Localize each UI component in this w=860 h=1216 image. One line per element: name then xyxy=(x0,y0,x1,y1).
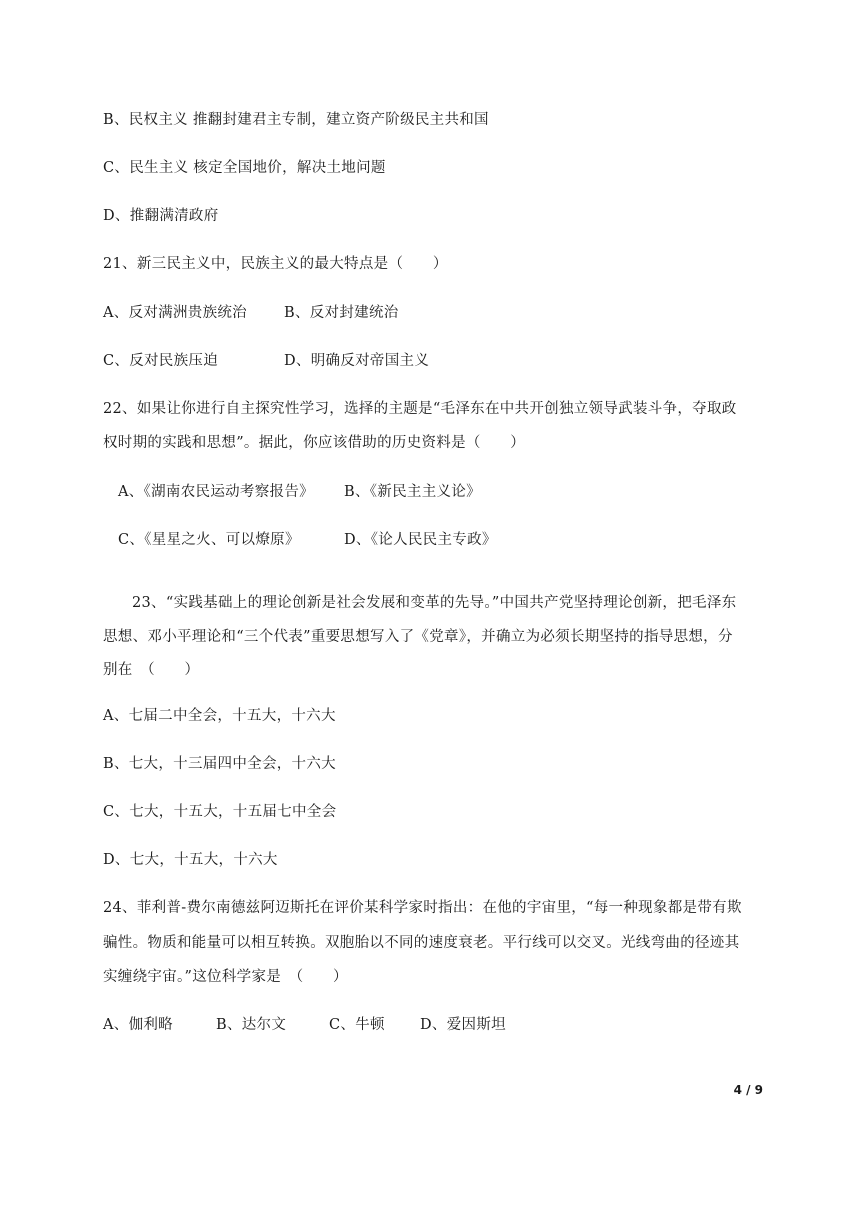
q21-option-b: B、反对封建统治 xyxy=(284,305,399,321)
q22-option-b: B、《新民主主义论》 xyxy=(344,484,481,500)
q24-stem-line2: 骗性。物质和能量可以相互转换。双胞胎以不同的速度衰老。平行线可以交叉。光线弯曲的径迹其 xyxy=(103,935,740,951)
q20-option-c: C、民生主义 核定全国地价，解决土地问题 xyxy=(103,160,386,176)
q23-option-d: D、七大，十五大，十六大 xyxy=(103,852,278,868)
q23-stem-line1: 23、“实践基础上的理论创新是社会发展和变革的先导。”中国共产党坚持理论创新，把毛泽东 xyxy=(132,595,737,611)
q24-option-a: A、伽利略 xyxy=(103,1017,173,1033)
q21-option-c: C、反对民族压迫 xyxy=(103,353,218,369)
q24-option-b: B、达尔文 xyxy=(216,1017,287,1033)
q22-option-d: D、《论人民民主专政》 xyxy=(344,532,497,548)
q23-option-a: A、七届二中全会，十五大，十六大 xyxy=(103,708,336,724)
q22-stem-line2: 权时期的实践和思想”。据此，你应该借助的历史资料是（ ） xyxy=(103,435,526,451)
q21-options-row2 xyxy=(103,351,430,371)
q24-stem-line3: 实缠绕宇宙。”这位科学家是 （ ） xyxy=(103,969,348,985)
q22-option-c: C、《星星之火、可以燎原》 xyxy=(118,532,300,548)
q24-options-row xyxy=(103,1015,506,1035)
q22-options-row1 xyxy=(118,482,481,502)
q21-options-row1 xyxy=(103,303,399,323)
q23-option-c: C、七大，十五大，十五届七中全会 xyxy=(103,804,337,820)
q20-option-b: B、民权主义 推翻封建君主专制，建立资产阶级民主共和国 xyxy=(103,112,489,128)
q24-stem-line1: 24、菲利普-费尔南德兹阿迈斯托在评价某科学家时指出：在他的宇宙里，“每一种现象都是带有欺 xyxy=(103,900,742,916)
q22-stem-line1: 22、如果让你进行自主探究性学习，选择的主题是“毛泽东在中共开创独立领导武装斗争，夺取政 xyxy=(103,401,737,417)
q22-options-row2 xyxy=(118,530,497,550)
q20-option-d: D、推翻满清政府 xyxy=(103,208,219,224)
q21-option-d: D、明确反对帝国主义 xyxy=(284,353,430,369)
q23-stem-line3: 别在 （ ） xyxy=(103,662,200,678)
q24-option-d: D、爱因斯坦 xyxy=(420,1017,506,1033)
q23-stem-line2: 思想、邓小平理论和“三个代表”重要思想写入了《党章》，并确立为必须长期坚持的指导思想，分 xyxy=(103,629,733,645)
q24-option-c: C、牛顿 xyxy=(329,1017,385,1033)
q21-stem: 21、新三民主义中，民族主义的最大特点是（ ） xyxy=(103,256,448,272)
q21-option-a: A、反对满洲贵族统治 xyxy=(103,305,247,321)
page-number: 4 / 9 xyxy=(733,1083,763,1097)
q22-option-a: A、《湖南农民运动考察报告》 xyxy=(118,484,314,500)
q23-option-b: B、七大，十三届四中全会，十六大 xyxy=(103,756,336,772)
